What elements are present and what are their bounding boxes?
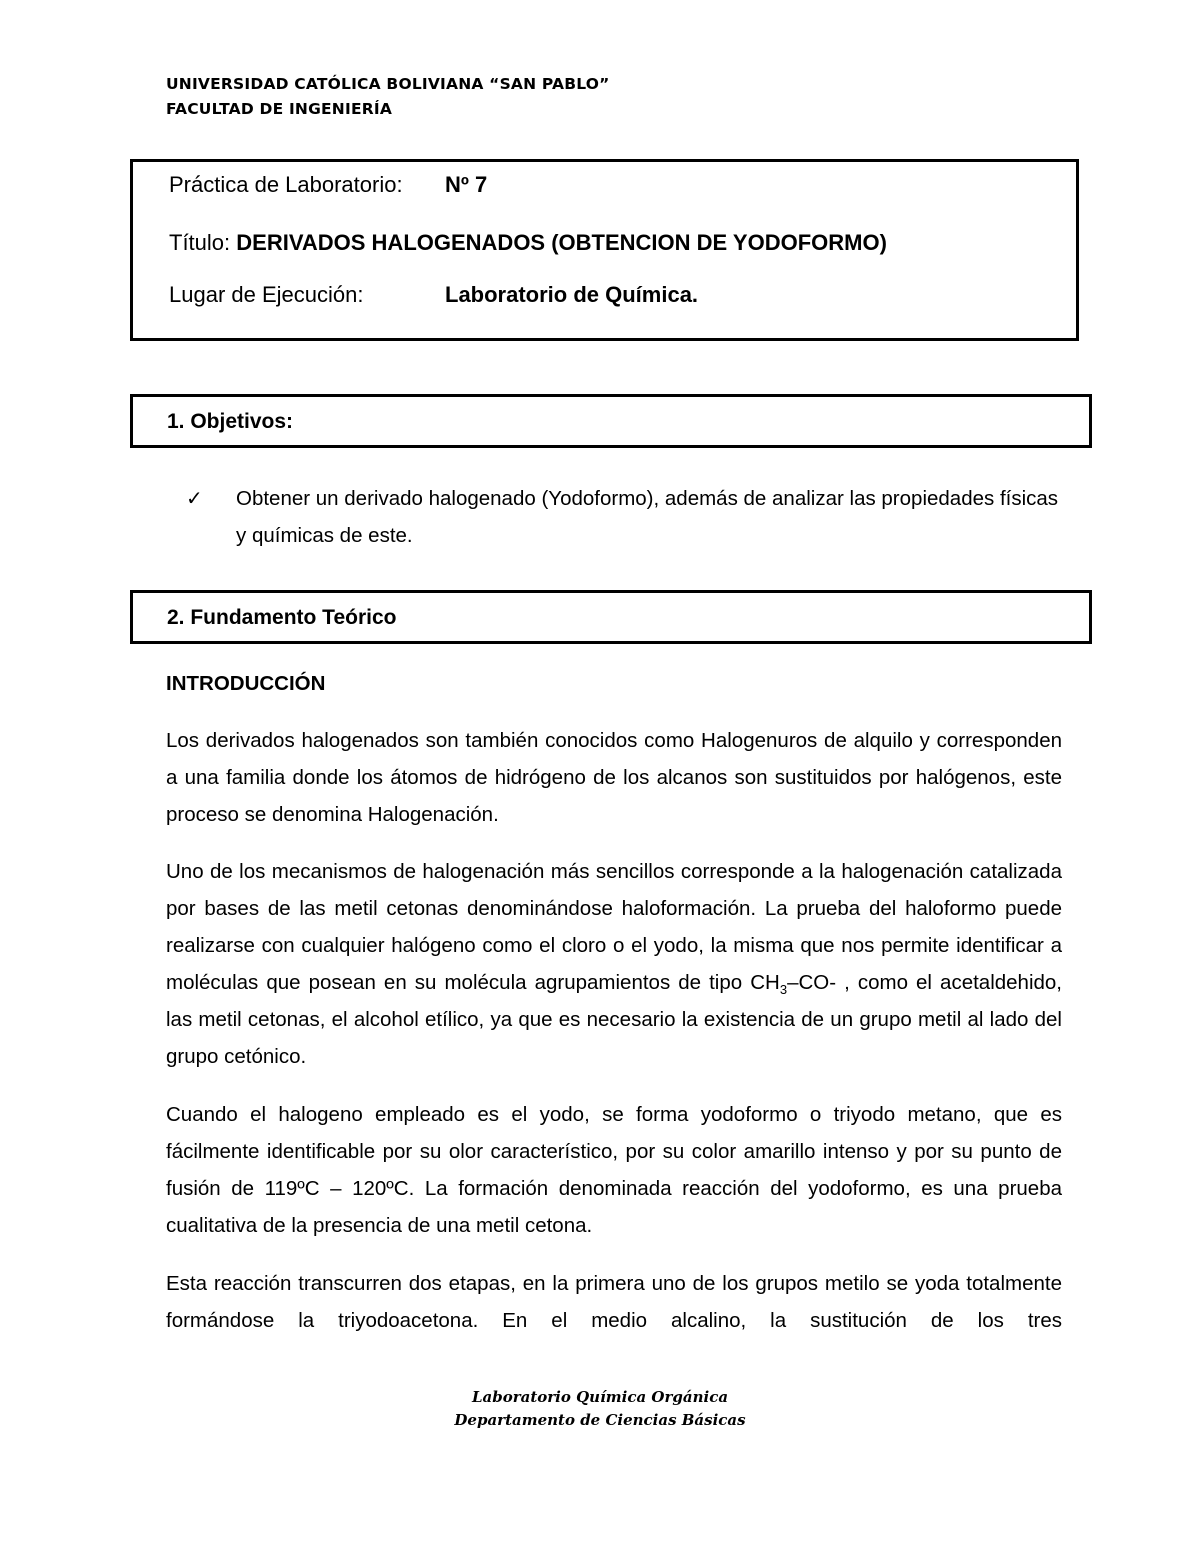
practice-title-row (169, 230, 887, 256)
document-header (166, 72, 610, 122)
place-label: Lugar de Ejecución: (169, 282, 364, 307)
section-objectives-title: 1. Objetivos: (167, 410, 294, 433)
paragraph-1: Los derivados halogenados son también conocidos como Halogenuros de alquilo y corresponden a una familia donde los átomos de hidrógeno de los alcanos son sustituidos por halógenos, este proceso se denomina Halogenación. (166, 729, 1062, 826)
paragraph-3: Cuando el halogeno empleado es el yodo, se forma yodoformo o triyodo metano, que es fácilmente identificable por su olor característico, por su color amarillo intenso y por su punto de fusión de 119ºC – 120ºC. La formación denominada reacción del yodoformo, es una prueba cualitativa de la presencia de una metil cetona. (166, 1103, 1062, 1237)
section-theory-box (130, 590, 1092, 644)
checkmark-icon: ✓ (186, 486, 203, 510)
title-label: Título: (169, 230, 231, 255)
practice-title: DERIVADOS HALOGENADOS (OBTENCION DE YODOFORMO) (236, 230, 887, 255)
paragraph-4: Esta reacción transcurren dos etapas, en la primera uno de los grupos metilo se yoda totalmente formándose la triyodoacetona. En el medio alcalino, la sustitución de los tres (166, 1272, 1062, 1332)
practice-number: Nº 7 (445, 172, 488, 197)
practice-number-row (169, 172, 488, 198)
paragraph-2-text-b: –CO- , como el acetaldehido, las metil cetonas, el alcohol etílico, ya que es necesario la existencia de un grupo metil al lado del grupo cetónico. (166, 971, 1063, 1068)
footer-lab-name: Laboratorio Química Orgánica (471, 1388, 729, 1406)
paragraph-2 (166, 853, 1062, 1075)
university-name: UNIVERSIDAD CATÓLICA BOLIVIANA “SAN PABLO” (166, 75, 610, 93)
practice-label: Práctica de Laboratorio: (169, 172, 403, 197)
section-objectives-box (130, 394, 1092, 448)
introduction-heading: INTRODUCCIÓN (166, 672, 326, 695)
footer-department: Departamento de Ciencias Básicas (454, 1411, 746, 1429)
faculty-name: FACULTAD DE INGENIERÍA (166, 100, 393, 118)
paragraph-2-text-a: Uno de los mecanismos de halogenación más sencillos corresponde a la halogenación catalizada por bases de las metil cetonas denominándose haloformación. La prueba del haloformo puede realizarse con cualquier halógeno como el cloro o el yodo, la misma que nos permite identificar a moléculas que posean en su molécula agrupamientos de tipo CH (166, 860, 1062, 994)
practice-place-row (169, 282, 699, 308)
practice-place: Laboratorio de Química. (445, 282, 699, 307)
objective-item (186, 480, 1070, 554)
objective-text: Obtener un derivado halogenado (Yodoformo), además de analizar las propiedades físicas y químicas de este. (236, 487, 1059, 547)
section-theory-title: 2. Fundamento Teórico (167, 606, 397, 629)
paragraph-2-subscript: 3 (779, 982, 788, 998)
practice-info-box (130, 159, 1079, 341)
